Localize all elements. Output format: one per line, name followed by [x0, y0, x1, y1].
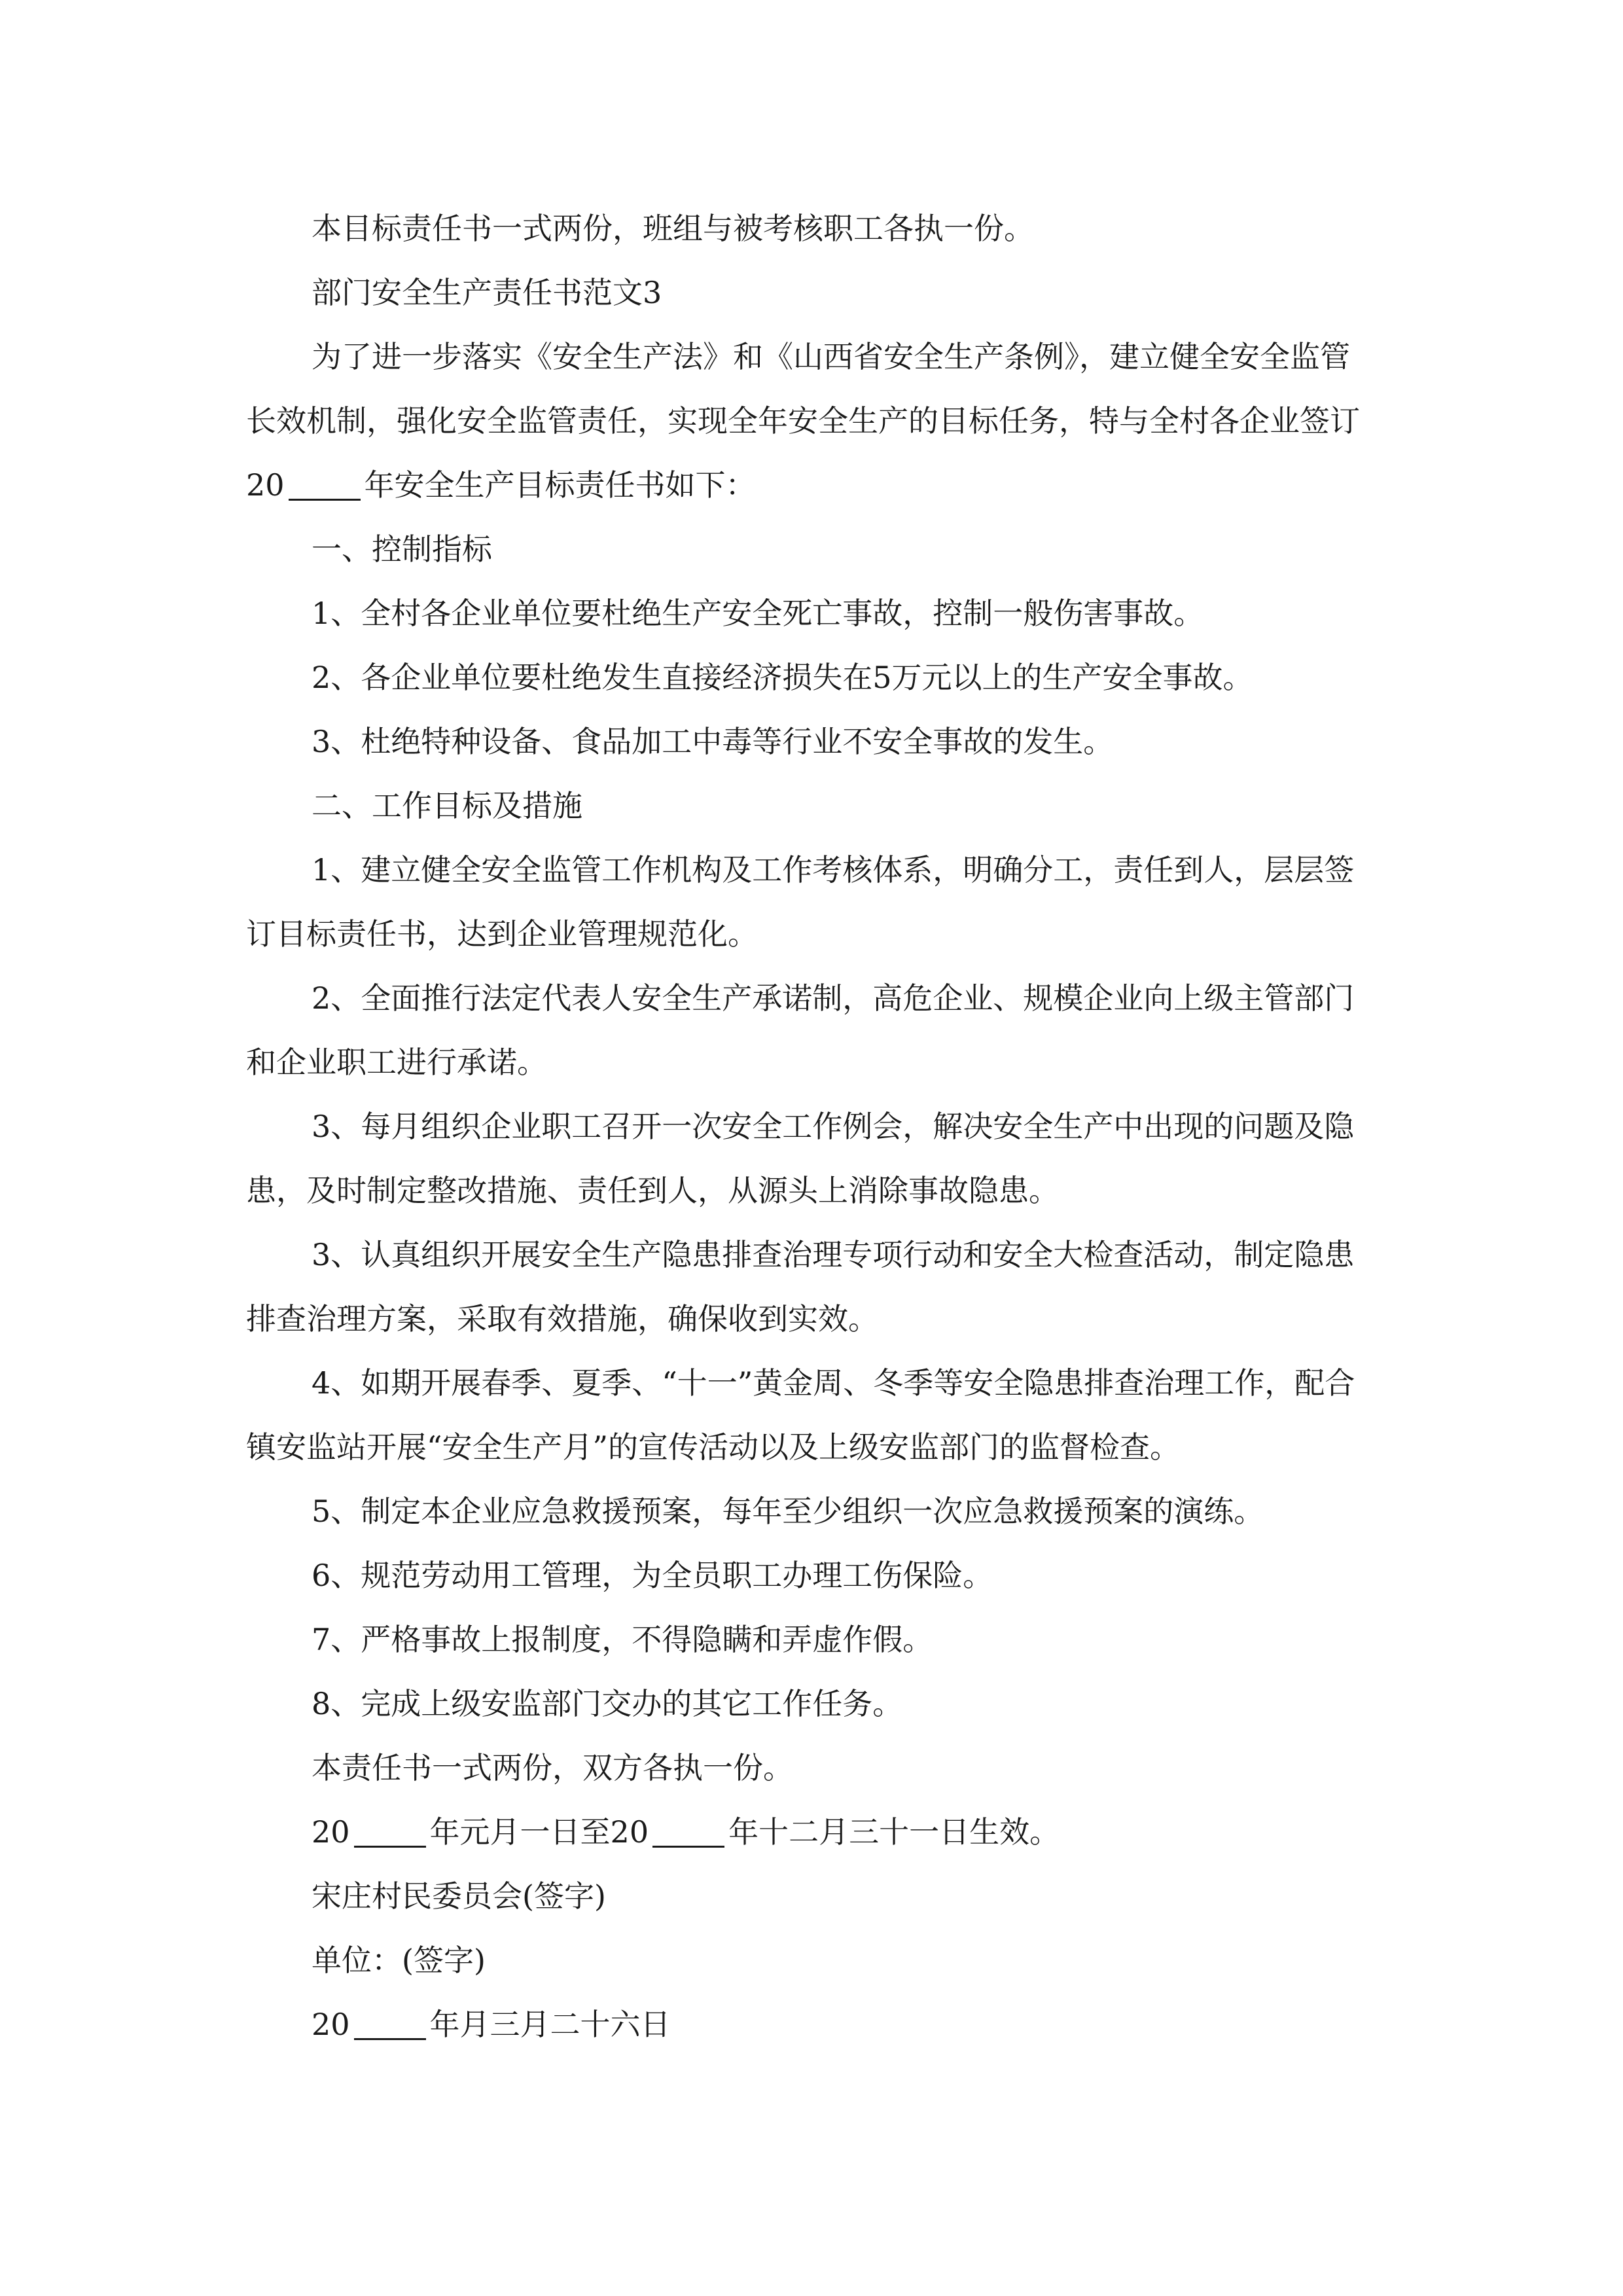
list-item: 3、杜绝特种设备、食品加工中毒等行业不安全事故的发生。 [312, 724, 1114, 759]
list-item: 4、如期开展春季、夏季、“十一”黄金周、冬季等安全隐患排查治理工作，配合镇安监站开展“安全生产月”的宣传活动以及上级安监部门的监督检查。 [246, 1365, 1355, 1465]
year-blank [354, 2037, 426, 2040]
list-item: 1、建立健全安全监管工作机构及工作考核体系，明确分工，责任到人，层层签订目标责任书，达到企业管理规范化。 [246, 852, 1355, 952]
heading-goals-measures: 二、工作目标及措施 [312, 788, 582, 823]
document-body [246, 196, 1378, 2056]
list-item: 5、制定本企业应急救援预案，每年至少组织一次应急救援预案的演练。 [312, 1494, 1264, 1529]
date-year-prefix: 20 [312, 2007, 350, 2042]
effective-middle: 年元月一日至20 [429, 1814, 649, 1850]
intro-text: 为了进一步落实《安全生产法》和《山西省安全生产条例》，建立健全安全监管长效机制，强化安全监管责任，实现全年安全生产的目标任务，特与全村各企业签订 [246, 339, 1360, 439]
list-item: 6、规范劳动用工管理，为全员职工办理工伤保险。 [312, 1558, 993, 1593]
year-blank [289, 497, 361, 501]
list-item: 1、全村各企业单位要杜绝生产安全死亡事故，控制一般伤害事故。 [312, 596, 1204, 631]
paragraph-effective-period [246, 1800, 1378, 1864]
list-item: 3、每月组织企业职工召开一次安全工作例会，解决安全生产中出现的问题及隐患，及时制定整改措施、责任到人，从源头上消除事故隐患。 [246, 1109, 1355, 1208]
paragraph-copies: 本责任书一式两份，双方各执一份。 [312, 1750, 793, 1785]
intro-tail: 年安全生产目标责任书如下： [364, 467, 756, 503]
effective-tail: 年十二月三十一日生效。 [728, 1814, 1060, 1850]
date-tail: 年月三月二十六日 [429, 2007, 671, 2042]
signature-date [246, 1992, 1378, 2056]
list-item: 3、认真组织开展安全生产隐患排查治理专项行动和安全大检查活动，制定隐患排查治理方案，采取有效措施，确保收到实效。 [246, 1237, 1355, 1336]
signature-committee: 宋庄村民委员会(签字) [312, 1878, 606, 1914]
list-item: 8、完成上级安监部门交办的其它工作任务。 [312, 1686, 903, 1721]
heading-control-indicators: 一、控制指标 [312, 531, 492, 567]
list-item: 2、全面推行法定代表人安全生产承诺制，高危企业、规模企业向上级主管部门和企业职工进行承诺。 [246, 980, 1355, 1080]
effective-year-1: 20 [312, 1814, 350, 1850]
intro-year-prefix: 20 [246, 467, 285, 503]
year-blank [354, 1844, 426, 1848]
signature-unit: 单位：(签字) [312, 1943, 486, 1978]
list-item: 2、各企业单位要杜绝发生直接经济损失在5万元以上的生产安全事故。 [312, 660, 1253, 695]
paragraph-intro [246, 325, 1378, 517]
section-title: 部门安全生产责任书范文3 [312, 275, 662, 310]
list-item: 7、严格事故上报制度，不得隐瞒和弄虚作假。 [312, 1622, 933, 1657]
year-blank [652, 1844, 724, 1848]
paragraph-copies-note: 本目标责任书一式两份，班组与被考核职工各执一份。 [312, 211, 1034, 246]
